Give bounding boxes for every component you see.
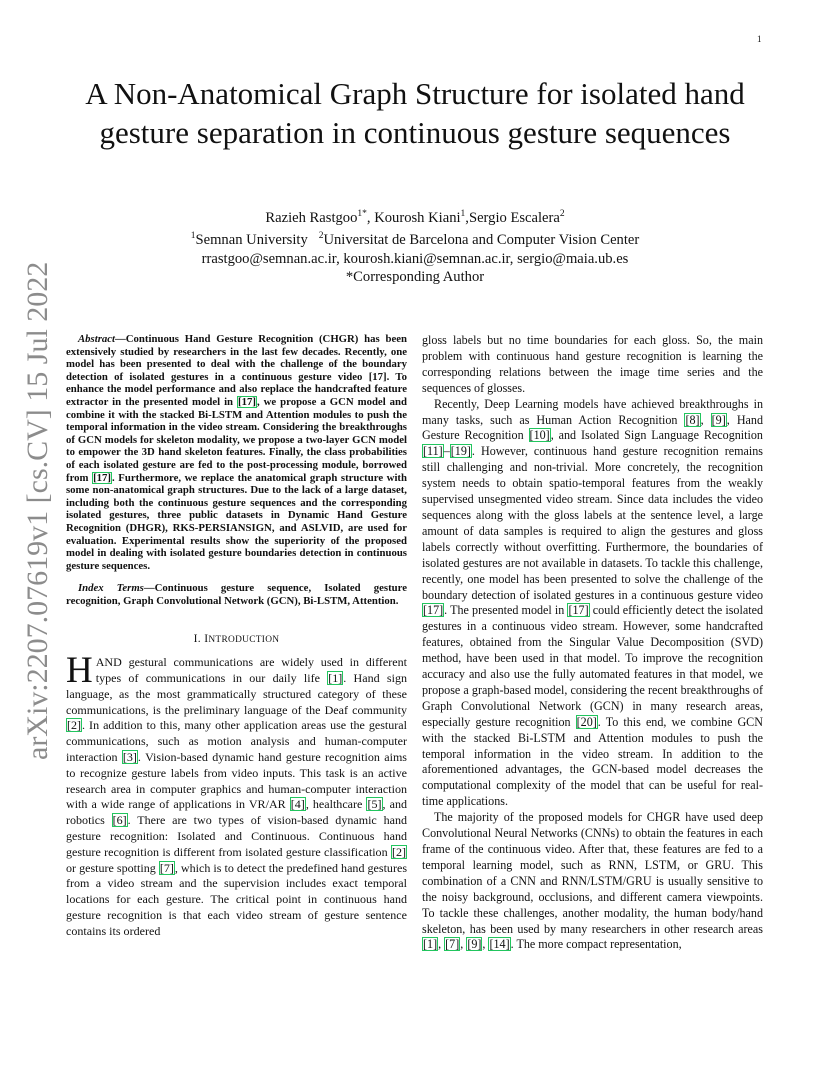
citation-link[interactable]: [7] xyxy=(445,937,460,952)
citation-link[interactable]: [9] xyxy=(467,937,482,952)
citation-link[interactable]: [14] xyxy=(489,937,510,952)
affiliation-mark: 1 xyxy=(190,231,196,242)
author-name: Kourosh Kiani xyxy=(374,209,461,226)
abstract-label: Abstract xyxy=(78,333,116,345)
citation-link[interactable]: [8] xyxy=(685,412,700,427)
citation-link[interactable]: [5] xyxy=(367,797,382,812)
affiliation: Semnan University xyxy=(195,232,308,249)
citation-link[interactable]: [4] xyxy=(290,797,305,812)
affiliation: Universitat de Barcelona and Computer Vision Center xyxy=(323,232,640,249)
affiliation-mark: 2 xyxy=(318,231,324,242)
author-affiliation-mark: 1 xyxy=(460,209,466,219)
citation-link[interactable]: [1] xyxy=(328,671,343,686)
author-name: Sergio Escalera xyxy=(468,209,560,226)
citation-link[interactable]: [20] xyxy=(576,714,597,729)
section-heading-introduction: I. INTRODUCTION xyxy=(193,632,280,646)
citation-link[interactable]: [2] xyxy=(67,718,82,733)
citation-link[interactable]: [3] xyxy=(122,750,137,765)
page-number: 1 xyxy=(757,34,762,44)
citation-link[interactable]: [17] xyxy=(238,395,256,408)
author-names: Razieh Rastgoo$^{1*}$, Kourosh Kiani$^1$,Sergio Escalera$^2$ xyxy=(265,209,565,226)
citation-link[interactable]: [2] xyxy=(391,844,406,859)
citation-link[interactable]: [19] xyxy=(450,444,471,459)
author-emails: rrastgoo@semnan.ac.ir, kourosh.kiani@semnan.ac.ir, sergio@maia.ub.es xyxy=(201,250,629,267)
citation-link[interactable]: [11] xyxy=(423,444,443,459)
author-affiliations xyxy=(70,227,760,249)
citation-link[interactable]: [9] xyxy=(711,412,726,427)
index-terms-label: Index Terms xyxy=(78,582,144,595)
body-paragraph: gloss labels but no time boundaries for each gloss. So, the main problem with continuous hand gesture recognition is learning the corresponding relations between the image time series and the sequences of glosses. xyxy=(422,333,763,395)
citation-link[interactable]: [17] xyxy=(423,603,444,618)
citation-link[interactable]: [10] xyxy=(529,428,550,443)
drop-cap: H xyxy=(66,650,93,692)
right-column xyxy=(422,333,763,953)
body-paragraph: Recently, Deep Learning models have achieved breakthroughs in many tasks, such as Human Action Recognition [8], [9], Hand Gesture Recognition [10], and Isolated Sign Language Recognition [11]–[19]. However, continuous hand gesture recognition remains still challenging and non-trivial. More concretely, the recognition system needs to obtain spatio-temporal features from the weakly supervised unsegmented video stream. Since data includes the video sequences along with the gloss labels at the sentence level, a large amount of data samples is required to align the gestures and gloss labels correctly without overfitting. Furthermore, the boundaries of isolated gestures are not available in datasets. To tackle this challenge, recently, one model has been presented to solve the challenge of the boundary detection of isolated gestures in a continuous gesture video [17]. The presented model in [17] could efficiently detect the isolated gestures in a continuous video stream. However, some handcrafted features, obtained from the Singular Value Decomposition (SVD) method, have been used in that model. To improve the recognition accuracy and also use the fully automated features in that model, we propose a graph-based model, considering the recent breakthroughs of Graph Convolutional Network (GCN) in many research areas, especially gesture recognition [20]. To this end, we combine GCN with the stacked Bi-LSTM and Attention modules to push the temporal information in the video stream. In addition to the aforementioned advantages, the GCN-based model decreases the computational complexity of the model that can be useful for real-time applications. xyxy=(422,396,764,809)
corresponding-author-note: *Corresponding Author xyxy=(345,269,485,286)
body-paragraph: The majority of the proposed models for CHGR have used deep Convolutional Neural Networks (CNNs) to obtain the features in each frame of the continuous video. After that, these features are fed to a temporal learning model, such as RNN, LSTM, or GRU. This combination of a CNN and RNN/LSTM/GRU is usually sensitive to the noisy background, occlusions, and different camera viewpoints. To tackle these challenges, another modality, the human body/hand skeleton, has been used by many researchers in other research areas [1], [7], [9], [14]. The more compact representation, xyxy=(422,810,763,952)
index-terms: Index Terms—Continuous gesture sequence, Isolated gesture recognition, Graph Convolutional Network (GCN), Bi-LSTM, Attention. xyxy=(66,582,408,607)
author-affiliation-mark: 2 xyxy=(559,209,565,219)
author-block xyxy=(70,205,760,287)
author-affiliation-mark: 1* xyxy=(357,209,367,219)
citation-link[interactable]: [6] xyxy=(112,813,127,828)
introduction-paragraph: HAND gestural communications are widely used in different types of communications in our daily life [1]. Hand sign language, as the most grammatically structured category of these communications, is the preliminary language of the Deaf community [2]. In addition to this, many other application areas use the gestural communications, such as motion analysis and human-computer interaction [3]. Vision-based dynamic hand gesture recognition aims to recognize gesture labels from video inputs. This task is an active research area in computer graphics and human-computer interaction with a wide range of applications in VR/AR [4], healthcare [5], and robotics [6]. There are two types of vision-based dynamic hand gesture recognition: Isolated and Continuous. Continuous hand gesture recognition is different from isolated gesture classification [2] or gesture spotting [7], which is to detect the predefined hand gestures from a video stream and the supervision includes exact temporal locations for each gesture. The critical point in continuous hand gesture recognition is that each video stream of gesture sentence contains its ordered xyxy=(66,650,408,938)
citation-link[interactable]: [7] xyxy=(159,860,174,875)
abstract: Abstract—Continuous Hand Gesture Recognition (CHGR) has been extensively studied by researchers in the last few decades. Recently, one model has been presented to deal with the challenge of the boundary detection of isolated gestures in a continuous gesture video [17]. To enhance the model performance and also replace the handcrafted feature extractor in the presented model in [17], we propose a GCN model and combine it with the stacked Bi-LSTM and Attention modules to push the temporal information in the video stream. Considering the breakthroughs of GCN models for skeleton modality, we propose a two-layer GCN model to empower the 3D hand skeleton features. Finally, the class probabilities of each isolated gesture are fed to the post-processing module, borrowed from [17]. Furthermore, we replace the anatomical graph structure with some non-anatomical graph structures. Due to the lack of a large dataset, including both the continuous gesture sequences and the corresponding isolated gestures, three public datasets in Dynamic Hand Gesture Recognition (DHGR), RKS-PERSIANSIGN, and ASLVID, are used for evaluation. Experimental results show the superiority of the proposed model in dealing with isolated gesture boundaries detection in continuous gesture sequences. xyxy=(66,333,408,572)
left-column xyxy=(66,333,407,940)
citation-link[interactable]: [17] xyxy=(568,603,589,618)
author-name: Razieh Rastgoo xyxy=(265,209,358,226)
arxiv-identifier-stamp[interactable]: arXiv:2207.07619v1 [cs.CV] 15 Jul 2022 xyxy=(21,261,54,760)
citation-link[interactable]: [1] xyxy=(423,937,438,952)
paper-title: A Non-Anatomical Graph Structure for isolated hand gesture separation in continuous gesture sequences xyxy=(85,76,745,150)
citation-link[interactable]: [17] xyxy=(93,471,111,484)
